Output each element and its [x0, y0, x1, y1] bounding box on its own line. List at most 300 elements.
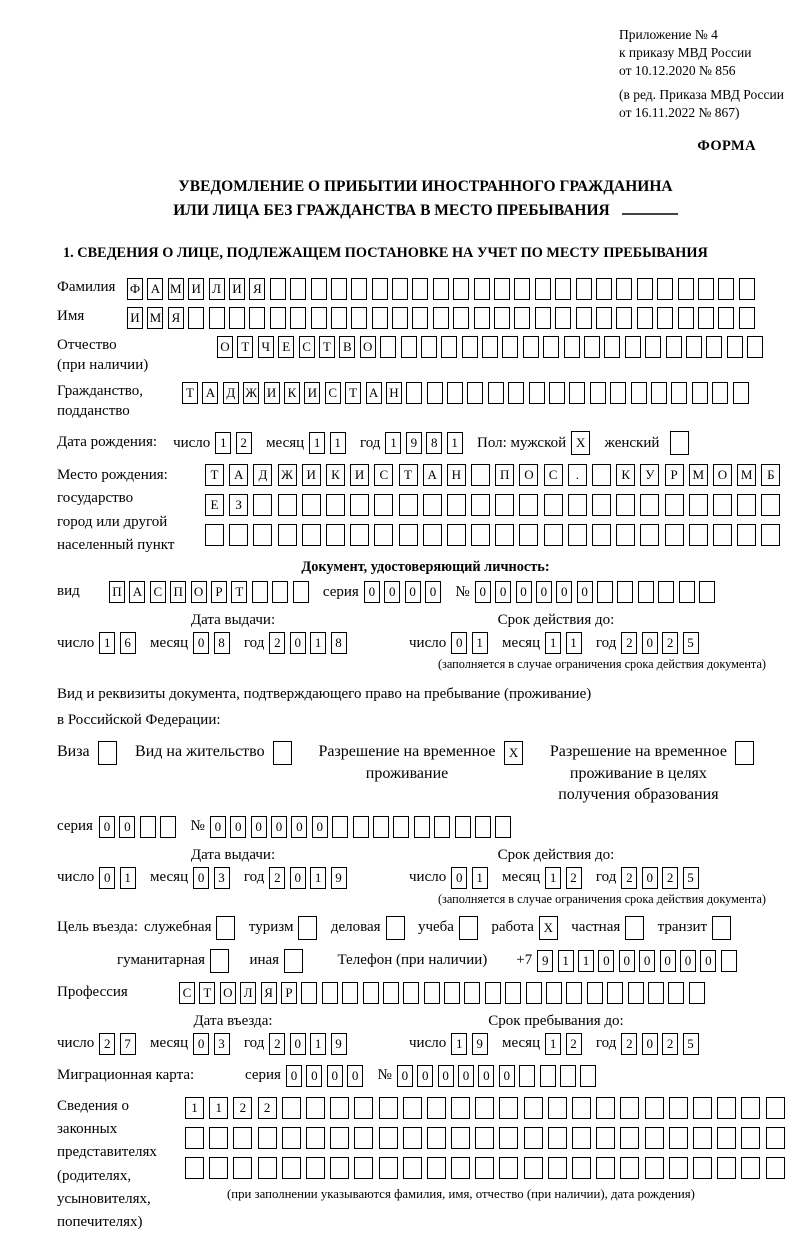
form-cell[interactable] [427, 1097, 446, 1119]
form-cell[interactable] [514, 278, 530, 300]
form-cell[interactable]: 2 [269, 632, 285, 654]
form-cell[interactable]: X [571, 431, 590, 455]
form-cell[interactable]: 8 [331, 632, 347, 654]
form-cell[interactable] [330, 1157, 349, 1179]
form-cell[interactable] [766, 1097, 785, 1119]
form-cell[interactable]: 2 [99, 1033, 115, 1055]
form-cell[interactable]: 0 [458, 1065, 474, 1087]
form-cell[interactable] [485, 982, 501, 1004]
form-cell[interactable] [519, 494, 538, 516]
form-cell[interactable] [354, 1157, 373, 1179]
form-cell[interactable] [576, 278, 592, 300]
form-cell[interactable]: Я [249, 278, 265, 300]
form-cell[interactable] [640, 494, 659, 516]
form-cell[interactable]: 0 [642, 867, 658, 889]
form-cell[interactable] [590, 382, 606, 404]
form-cell[interactable]: 0 [99, 816, 115, 838]
form-cell[interactable] [403, 1097, 422, 1119]
form-cell[interactable] [298, 916, 317, 940]
form-cell[interactable] [403, 1127, 422, 1149]
form-cell[interactable] [543, 336, 559, 358]
form-cell[interactable] [401, 336, 417, 358]
form-cell[interactable] [596, 1157, 615, 1179]
form-cell[interactable]: И [264, 382, 280, 404]
form-cell[interactable] [524, 1157, 543, 1179]
form-cell[interactable]: 0 [271, 816, 287, 838]
form-cell[interactable] [326, 524, 345, 546]
form-cell[interactable] [766, 1127, 785, 1149]
form-cell[interactable] [185, 1127, 204, 1149]
form-cell[interactable] [508, 382, 524, 404]
form-cell[interactable]: И [302, 464, 321, 486]
form-cell[interactable]: 1 [310, 867, 326, 889]
form-cell[interactable]: 0 [251, 816, 267, 838]
form-cell[interactable]: 0 [347, 1065, 363, 1087]
form-cell[interactable] [475, 1157, 494, 1179]
form-cell[interactable] [423, 524, 442, 546]
form-cell[interactable] [258, 1127, 277, 1149]
form-cell[interactable]: 0 [475, 581, 491, 603]
form-cell[interactable]: 1 [472, 867, 488, 889]
form-cell[interactable]: 0 [451, 632, 467, 654]
form-cell[interactable] [717, 1127, 736, 1149]
form-cell[interactable]: У [640, 464, 659, 486]
form-cell[interactable] [499, 1097, 518, 1119]
form-cell[interactable] [741, 1097, 760, 1119]
form-cell[interactable] [229, 307, 245, 329]
form-cell[interactable]: 2 [566, 1033, 582, 1055]
form-cell[interactable] [406, 382, 422, 404]
form-cell[interactable]: 0 [680, 950, 696, 972]
form-cell[interactable] [713, 494, 732, 516]
form-cell[interactable] [669, 1157, 688, 1179]
form-cell[interactable] [671, 382, 687, 404]
form-cell[interactable]: 1 [545, 1033, 561, 1055]
form-cell[interactable] [699, 581, 715, 603]
form-cell[interactable] [546, 982, 562, 1004]
form-cell[interactable] [747, 336, 763, 358]
form-cell[interactable] [665, 524, 684, 546]
form-cell[interactable] [766, 1157, 785, 1179]
form-cell[interactable]: Л [209, 278, 225, 300]
form-cell[interactable] [441, 336, 457, 358]
form-cell[interactable] [453, 307, 469, 329]
form-cell[interactable] [350, 524, 369, 546]
form-cell[interactable]: П [170, 581, 186, 603]
form-cell[interactable] [631, 382, 647, 404]
form-cell[interactable] [453, 278, 469, 300]
form-cell[interactable] [735, 741, 754, 765]
form-cell[interactable]: И [304, 382, 320, 404]
form-cell[interactable]: Р [665, 464, 684, 486]
form-cell[interactable] [645, 336, 661, 358]
form-cell[interactable]: 0 [556, 581, 572, 603]
form-cell[interactable] [529, 382, 545, 404]
form-cell[interactable] [495, 816, 511, 838]
form-cell[interactable] [160, 816, 176, 838]
form-cell[interactable] [620, 1157, 639, 1179]
form-cell[interactable] [638, 581, 654, 603]
form-cell[interactable] [505, 982, 521, 1004]
form-cell[interactable]: 0 [478, 1065, 494, 1087]
form-cell[interactable] [686, 336, 702, 358]
form-cell[interactable] [293, 581, 309, 603]
form-cell[interactable] [628, 982, 644, 1004]
form-cell[interactable]: М [737, 464, 756, 486]
form-cell[interactable] [592, 464, 611, 486]
form-cell[interactable]: 2 [566, 867, 582, 889]
form-cell[interactable] [278, 524, 297, 546]
form-cell[interactable]: И [229, 278, 245, 300]
form-cell[interactable]: Р [211, 581, 227, 603]
form-cell[interactable]: 1 [385, 432, 401, 454]
form-cell[interactable] [229, 524, 248, 546]
form-cell[interactable] [447, 524, 466, 546]
form-cell[interactable]: Л [240, 982, 256, 1004]
form-cell[interactable] [253, 524, 272, 546]
form-cell[interactable] [706, 336, 722, 358]
form-cell[interactable] [616, 278, 632, 300]
form-cell[interactable]: И [350, 464, 369, 486]
form-cell[interactable] [447, 382, 463, 404]
form-cell[interactable]: 9 [472, 1033, 488, 1055]
form-cell[interactable] [433, 307, 449, 329]
form-cell[interactable]: 9 [537, 950, 553, 972]
form-cell[interactable]: Е [278, 336, 294, 358]
form-cell[interactable]: А [366, 382, 382, 404]
form-cell[interactable] [399, 494, 418, 516]
form-cell[interactable] [519, 1065, 535, 1087]
form-cell[interactable] [421, 336, 437, 358]
form-cell[interactable] [741, 1157, 760, 1179]
form-cell[interactable] [698, 278, 714, 300]
form-cell[interactable]: 0 [397, 1065, 413, 1087]
form-cell[interactable]: 2 [662, 1033, 678, 1055]
form-cell[interactable]: 0 [639, 950, 655, 972]
form-cell[interactable]: Б [761, 464, 780, 486]
form-cell[interactable]: Ч [258, 336, 274, 358]
form-cell[interactable]: 1 [578, 950, 594, 972]
form-cell[interactable]: О [220, 982, 236, 1004]
form-cell[interactable]: А [229, 464, 248, 486]
form-cell[interactable] [592, 494, 611, 516]
form-cell[interactable] [717, 1097, 736, 1119]
form-cell[interactable]: С [325, 382, 341, 404]
form-cell[interactable] [717, 1157, 736, 1179]
form-cell[interactable]: 1 [120, 867, 136, 889]
form-cell[interactable]: 8 [426, 432, 442, 454]
form-cell[interactable]: 1 [545, 867, 561, 889]
form-cell[interactable] [374, 524, 393, 546]
form-cell[interactable] [322, 982, 338, 1004]
form-cell[interactable]: С [299, 336, 315, 358]
form-cell[interactable] [383, 982, 399, 1004]
form-cell[interactable]: 0 [193, 1033, 209, 1055]
form-cell[interactable] [252, 581, 268, 603]
form-cell[interactable] [434, 816, 450, 838]
form-cell[interactable] [427, 382, 443, 404]
form-cell[interactable]: М [689, 464, 708, 486]
form-cell[interactable] [698, 307, 714, 329]
form-cell[interactable] [210, 949, 229, 973]
form-cell[interactable]: Д [223, 382, 239, 404]
form-cell[interactable] [494, 278, 510, 300]
form-cell[interactable] [98, 741, 117, 765]
form-cell[interactable] [306, 1127, 325, 1149]
form-cell[interactable]: Т [237, 336, 253, 358]
form-cell[interactable] [584, 336, 600, 358]
form-cell[interactable] [645, 1127, 664, 1149]
form-cell[interactable] [301, 982, 317, 1004]
form-cell[interactable]: 0 [291, 816, 307, 838]
form-cell[interactable]: К [284, 382, 300, 404]
form-cell[interactable] [572, 1157, 591, 1179]
form-cell[interactable] [475, 1097, 494, 1119]
form-cell[interactable] [718, 307, 734, 329]
form-cell[interactable]: С [150, 581, 166, 603]
form-cell[interactable] [712, 916, 731, 940]
form-cell[interactable] [692, 382, 708, 404]
form-cell[interactable] [354, 1097, 373, 1119]
form-cell[interactable] [353, 816, 369, 838]
form-cell[interactable] [519, 524, 538, 546]
form-cell[interactable]: 0 [536, 581, 552, 603]
form-cell[interactable]: 0 [290, 1033, 306, 1055]
form-cell[interactable] [471, 464, 490, 486]
form-cell[interactable]: 5 [683, 867, 699, 889]
form-cell[interactable] [380, 336, 396, 358]
form-cell[interactable] [403, 1157, 422, 1179]
form-cell[interactable] [604, 336, 620, 358]
form-cell[interactable]: 2 [258, 1097, 277, 1119]
form-cell[interactable] [455, 816, 471, 838]
form-cell[interactable]: О [519, 464, 538, 486]
form-cell[interactable]: 2 [662, 867, 678, 889]
form-cell[interactable] [459, 916, 478, 940]
form-cell[interactable]: 5 [683, 632, 699, 654]
form-cell[interactable] [737, 494, 756, 516]
form-cell[interactable] [555, 307, 571, 329]
form-cell[interactable]: 0 [327, 1065, 343, 1087]
form-cell[interactable] [689, 524, 708, 546]
form-cell[interactable]: О [217, 336, 233, 358]
form-cell[interactable] [526, 982, 542, 1004]
form-cell[interactable] [258, 1157, 277, 1179]
form-cell[interactable]: Я [168, 307, 184, 329]
form-cell[interactable] [272, 581, 288, 603]
form-cell[interactable]: 2 [621, 1033, 637, 1055]
form-cell[interactable] [523, 336, 539, 358]
form-cell[interactable] [216, 916, 235, 940]
form-cell[interactable] [620, 1097, 639, 1119]
form-cell[interactable] [414, 816, 430, 838]
form-cell[interactable] [373, 816, 389, 838]
form-cell[interactable] [596, 278, 612, 300]
form-cell[interactable] [342, 982, 358, 1004]
form-cell[interactable] [306, 1157, 325, 1179]
form-cell[interactable]: Т [205, 464, 224, 486]
form-cell[interactable] [665, 494, 684, 516]
form-cell[interactable]: 0 [312, 816, 328, 838]
form-cell[interactable] [282, 1157, 301, 1179]
form-cell[interactable]: 1 [309, 432, 325, 454]
form-cell[interactable]: 0 [364, 581, 380, 603]
form-cell[interactable]: В [339, 336, 355, 358]
form-cell[interactable]: X [539, 916, 558, 940]
form-cell[interactable]: И [127, 307, 143, 329]
form-cell[interactable] [625, 336, 641, 358]
form-cell[interactable] [302, 494, 321, 516]
form-cell[interactable] [597, 581, 613, 603]
form-cell[interactable] [488, 382, 504, 404]
form-cell[interactable] [718, 278, 734, 300]
form-cell[interactable] [495, 524, 514, 546]
form-cell[interactable]: 0 [642, 632, 658, 654]
form-cell[interactable]: 9 [406, 432, 422, 454]
form-cell[interactable]: 2 [662, 632, 678, 654]
form-cell[interactable] [678, 278, 694, 300]
form-cell[interactable]: 0 [210, 816, 226, 838]
form-cell[interactable] [311, 278, 327, 300]
form-cell[interactable] [670, 431, 689, 455]
form-cell[interactable] [447, 494, 466, 516]
form-cell[interactable]: . [568, 464, 587, 486]
form-cell[interactable] [392, 307, 408, 329]
form-cell[interactable] [564, 336, 580, 358]
form-cell[interactable]: 0 [417, 1065, 433, 1087]
form-cell[interactable] [494, 307, 510, 329]
form-cell[interactable]: С [179, 982, 195, 1004]
form-cell[interactable] [471, 524, 490, 546]
form-cell[interactable]: З [229, 494, 248, 516]
form-cell[interactable] [544, 494, 563, 516]
form-cell[interactable] [290, 278, 306, 300]
form-cell[interactable] [648, 982, 664, 1004]
form-cell[interactable] [669, 1127, 688, 1149]
form-cell[interactable] [580, 1065, 596, 1087]
form-cell[interactable]: Н [447, 464, 466, 486]
form-cell[interactable]: Т [231, 581, 247, 603]
form-cell[interactable]: 0 [700, 950, 716, 972]
form-cell[interactable] [471, 494, 490, 516]
form-cell[interactable] [761, 494, 780, 516]
form-cell[interactable] [592, 524, 611, 546]
form-cell[interactable]: 1 [99, 632, 115, 654]
form-cell[interactable]: 1 [215, 432, 231, 454]
form-cell[interactable]: 9 [331, 867, 347, 889]
form-cell[interactable] [640, 524, 659, 546]
form-cell[interactable] [249, 307, 265, 329]
form-cell[interactable] [363, 982, 379, 1004]
form-cell[interactable] [761, 524, 780, 546]
form-cell[interactable] [524, 1127, 543, 1149]
form-cell[interactable] [351, 307, 367, 329]
form-cell[interactable] [451, 1157, 470, 1179]
form-cell[interactable]: О [191, 581, 207, 603]
form-cell[interactable]: 0 [286, 1065, 302, 1087]
form-cell[interactable] [560, 1065, 576, 1087]
form-cell[interactable]: 0 [119, 816, 135, 838]
form-cell[interactable]: 1 [310, 1033, 326, 1055]
form-cell[interactable] [651, 382, 667, 404]
form-cell[interactable] [424, 982, 440, 1004]
form-cell[interactable] [566, 982, 582, 1004]
form-cell[interactable] [689, 982, 705, 1004]
form-cell[interactable] [354, 1127, 373, 1149]
form-cell[interactable]: А [129, 581, 145, 603]
form-cell[interactable]: Ж [243, 382, 259, 404]
form-cell[interactable] [524, 1097, 543, 1119]
form-cell[interactable]: Т [345, 382, 361, 404]
form-cell[interactable] [727, 336, 743, 358]
form-cell[interactable]: И [188, 278, 204, 300]
form-cell[interactable]: А [423, 464, 442, 486]
form-cell[interactable] [475, 1127, 494, 1149]
form-cell[interactable]: М [168, 278, 184, 300]
form-cell[interactable] [209, 307, 225, 329]
form-cell[interactable]: Е [205, 494, 224, 516]
form-cell[interactable] [616, 524, 635, 546]
form-cell[interactable]: 0 [642, 1033, 658, 1055]
form-cell[interactable]: 1 [545, 632, 561, 654]
form-cell[interactable]: Т [319, 336, 335, 358]
form-cell[interactable]: О [713, 464, 732, 486]
form-cell[interactable]: П [109, 581, 125, 603]
form-cell[interactable]: 1 [310, 632, 326, 654]
form-cell[interactable] [372, 307, 388, 329]
form-cell[interactable] [620, 1127, 639, 1149]
form-cell[interactable] [658, 581, 674, 603]
form-cell[interactable] [284, 949, 303, 973]
form-cell[interactable] [467, 382, 483, 404]
form-cell[interactable] [462, 336, 478, 358]
form-cell[interactable] [270, 278, 286, 300]
form-cell[interactable] [535, 307, 551, 329]
form-cell[interactable] [499, 1157, 518, 1179]
form-cell[interactable] [679, 581, 695, 603]
form-cell[interactable]: 0 [193, 632, 209, 654]
form-cell[interactable] [616, 494, 635, 516]
form-cell[interactable]: Т [399, 464, 418, 486]
form-cell[interactable] [669, 1097, 688, 1119]
form-cell[interactable]: 0 [499, 1065, 515, 1087]
form-cell[interactable]: 0 [99, 867, 115, 889]
form-cell[interactable] [721, 950, 737, 972]
form-cell[interactable] [693, 1097, 712, 1119]
form-cell[interactable] [290, 307, 306, 329]
form-cell[interactable] [278, 494, 297, 516]
form-cell[interactable] [331, 307, 347, 329]
form-cell[interactable] [568, 494, 587, 516]
form-cell[interactable] [253, 494, 272, 516]
form-cell[interactable]: 7 [120, 1033, 136, 1055]
form-cell[interactable] [306, 1097, 325, 1119]
form-cell[interactable]: Д [253, 464, 272, 486]
form-cell[interactable] [610, 382, 626, 404]
form-cell[interactable]: 0 [451, 867, 467, 889]
form-cell[interactable]: С [374, 464, 393, 486]
form-cell[interactable]: С [544, 464, 563, 486]
form-cell[interactable] [393, 816, 409, 838]
form-cell[interactable]: 0 [230, 816, 246, 838]
form-cell[interactable]: 5 [683, 1033, 699, 1055]
form-cell[interactable] [587, 982, 603, 1004]
form-cell[interactable] [666, 336, 682, 358]
form-cell[interactable] [739, 307, 755, 329]
form-cell[interactable]: А [202, 382, 218, 404]
form-cell[interactable]: 2 [621, 867, 637, 889]
form-cell[interactable] [514, 307, 530, 329]
